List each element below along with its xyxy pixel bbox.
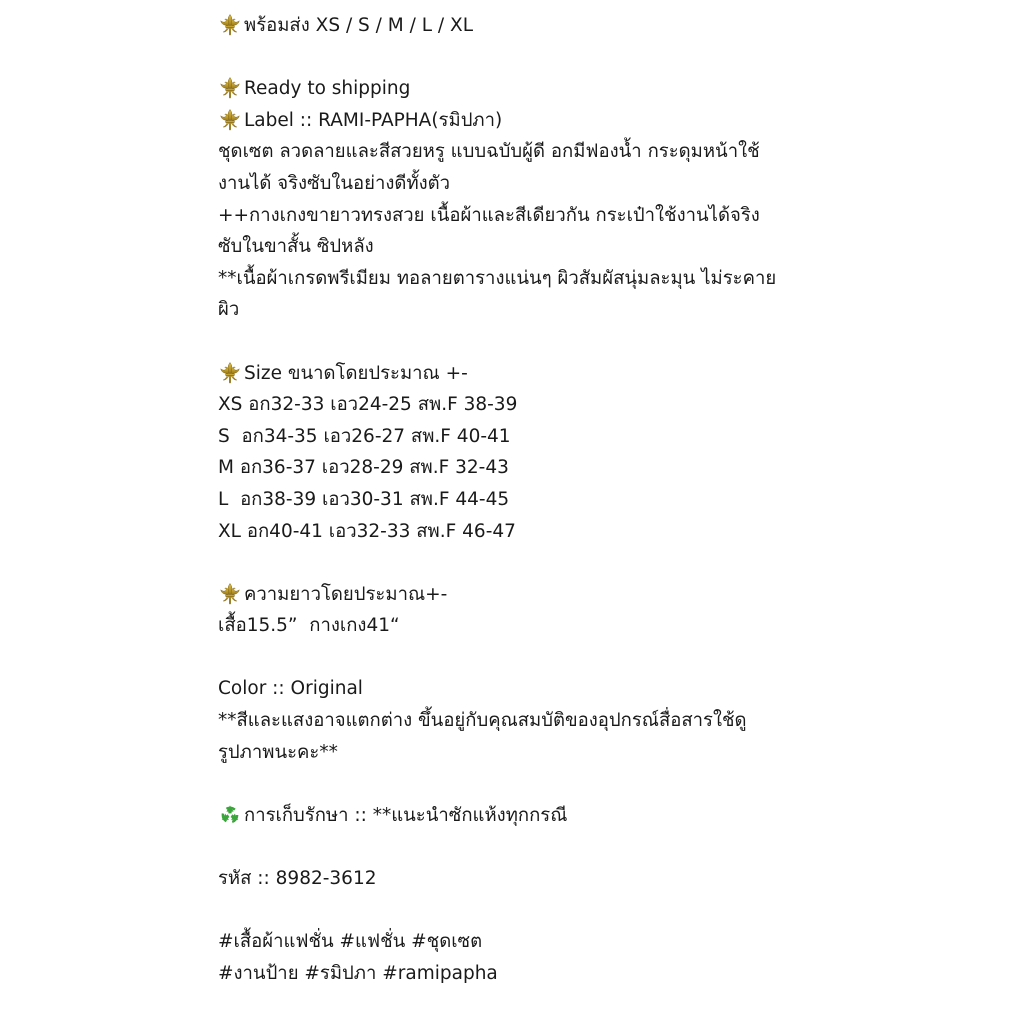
fleur-de-lis-icon — [218, 13, 242, 37]
color-note-line: รูปภาพนะคะ** — [218, 741, 338, 763]
fleur-de-lis-icon — [218, 76, 242, 100]
length-values: เสื้อ15.5” กางเกง41“ — [218, 615, 400, 637]
color-note-line: **สีและแสงอาจแตกต่าง ขึ้นอยู่กับคุณสมบัติของอุปกรณ์สื่อสารใช้ดู — [218, 710, 747, 732]
description-line: ซับในขาสั้น ซิปหลัง — [218, 236, 374, 258]
size-row: XS อก32-33 เอว24-25 สพ.F 38-39 — [218, 394, 518, 416]
recycle-icon — [218, 803, 242, 827]
spacer — [218, 547, 818, 579]
fleur-de-lis-icon — [218, 108, 242, 132]
fleur-de-lis-icon — [218, 582, 242, 606]
spacer — [218, 42, 818, 74]
availability-line — [218, 10, 818, 42]
size-row: S อก34-35 เอว26-27 สพ.F 40-41 — [218, 425, 511, 447]
hashtag-line: #งานป้าย #รมิปภา #ramipapha — [218, 962, 498, 984]
spacer — [218, 831, 818, 863]
product-code: รหัส :: 8982-3612 — [218, 868, 377, 890]
size-row: XL อก40-41 เอว32-33 สพ.F 46-47 — [218, 520, 516, 542]
label-text: Label :: RAMI-PAPHA(รมิปภา) — [244, 109, 503, 131]
fleur-de-lis-icon — [218, 361, 242, 385]
length-heading — [218, 579, 818, 611]
color-line: Color :: Original — [218, 678, 363, 700]
ready-to-ship-text: Ready to shipping — [244, 78, 411, 100]
description-line: ++กางเกงขายาวทรงสวย เนื้อผ้าและสีเดียวกัน กระเป๋าใช้งานได้จริง — [218, 204, 760, 226]
description-line: **เนื้อผ้าเกรดพรีเมียม ทอลายตารางแน่นๆ ผิวสัมผัสนุ่มละมุน ไม่ระคาย — [218, 267, 777, 289]
length-heading-text: ความยาวโดยประมาณ+- — [244, 583, 448, 605]
availability-text: พร้อมส่ง XS / S / M / L / XL — [244, 15, 474, 36]
description-line: ผิว — [218, 299, 240, 321]
size-heading — [218, 358, 818, 390]
size-heading-text: Size ขนาดโดยประมาณ +- — [244, 362, 468, 384]
description-line: งานได้ จริงซับในอย่างดีทั้งตัว — [218, 172, 451, 194]
spacer — [218, 895, 818, 927]
care-text: การเก็บรักษา :: **แนะนำซักแห้งทุกกรณี — [244, 804, 568, 826]
spacer — [218, 642, 818, 674]
ready-to-ship-line — [218, 73, 818, 105]
label-line — [218, 105, 818, 137]
spacer — [218, 326, 818, 358]
description-line: ชุดเซต ลวดลายและสีสวยหรู แบบฉบับผู้ดี อกมีฟองน้ำ กระดุมหน้าใช้ — [218, 141, 760, 163]
size-row: L อก38-39 เอว30-31 สพ.F 44-45 — [218, 488, 510, 510]
size-row: M อก36-37 เอว28-29 สพ.F 32-43 — [218, 457, 509, 479]
product-description — [218, 10, 818, 989]
spacer — [218, 768, 818, 800]
care-line — [218, 800, 818, 832]
hashtag-line: #เสื้อผ้าแฟชั่น #แฟชั่น #ชุดเซต — [218, 931, 483, 953]
